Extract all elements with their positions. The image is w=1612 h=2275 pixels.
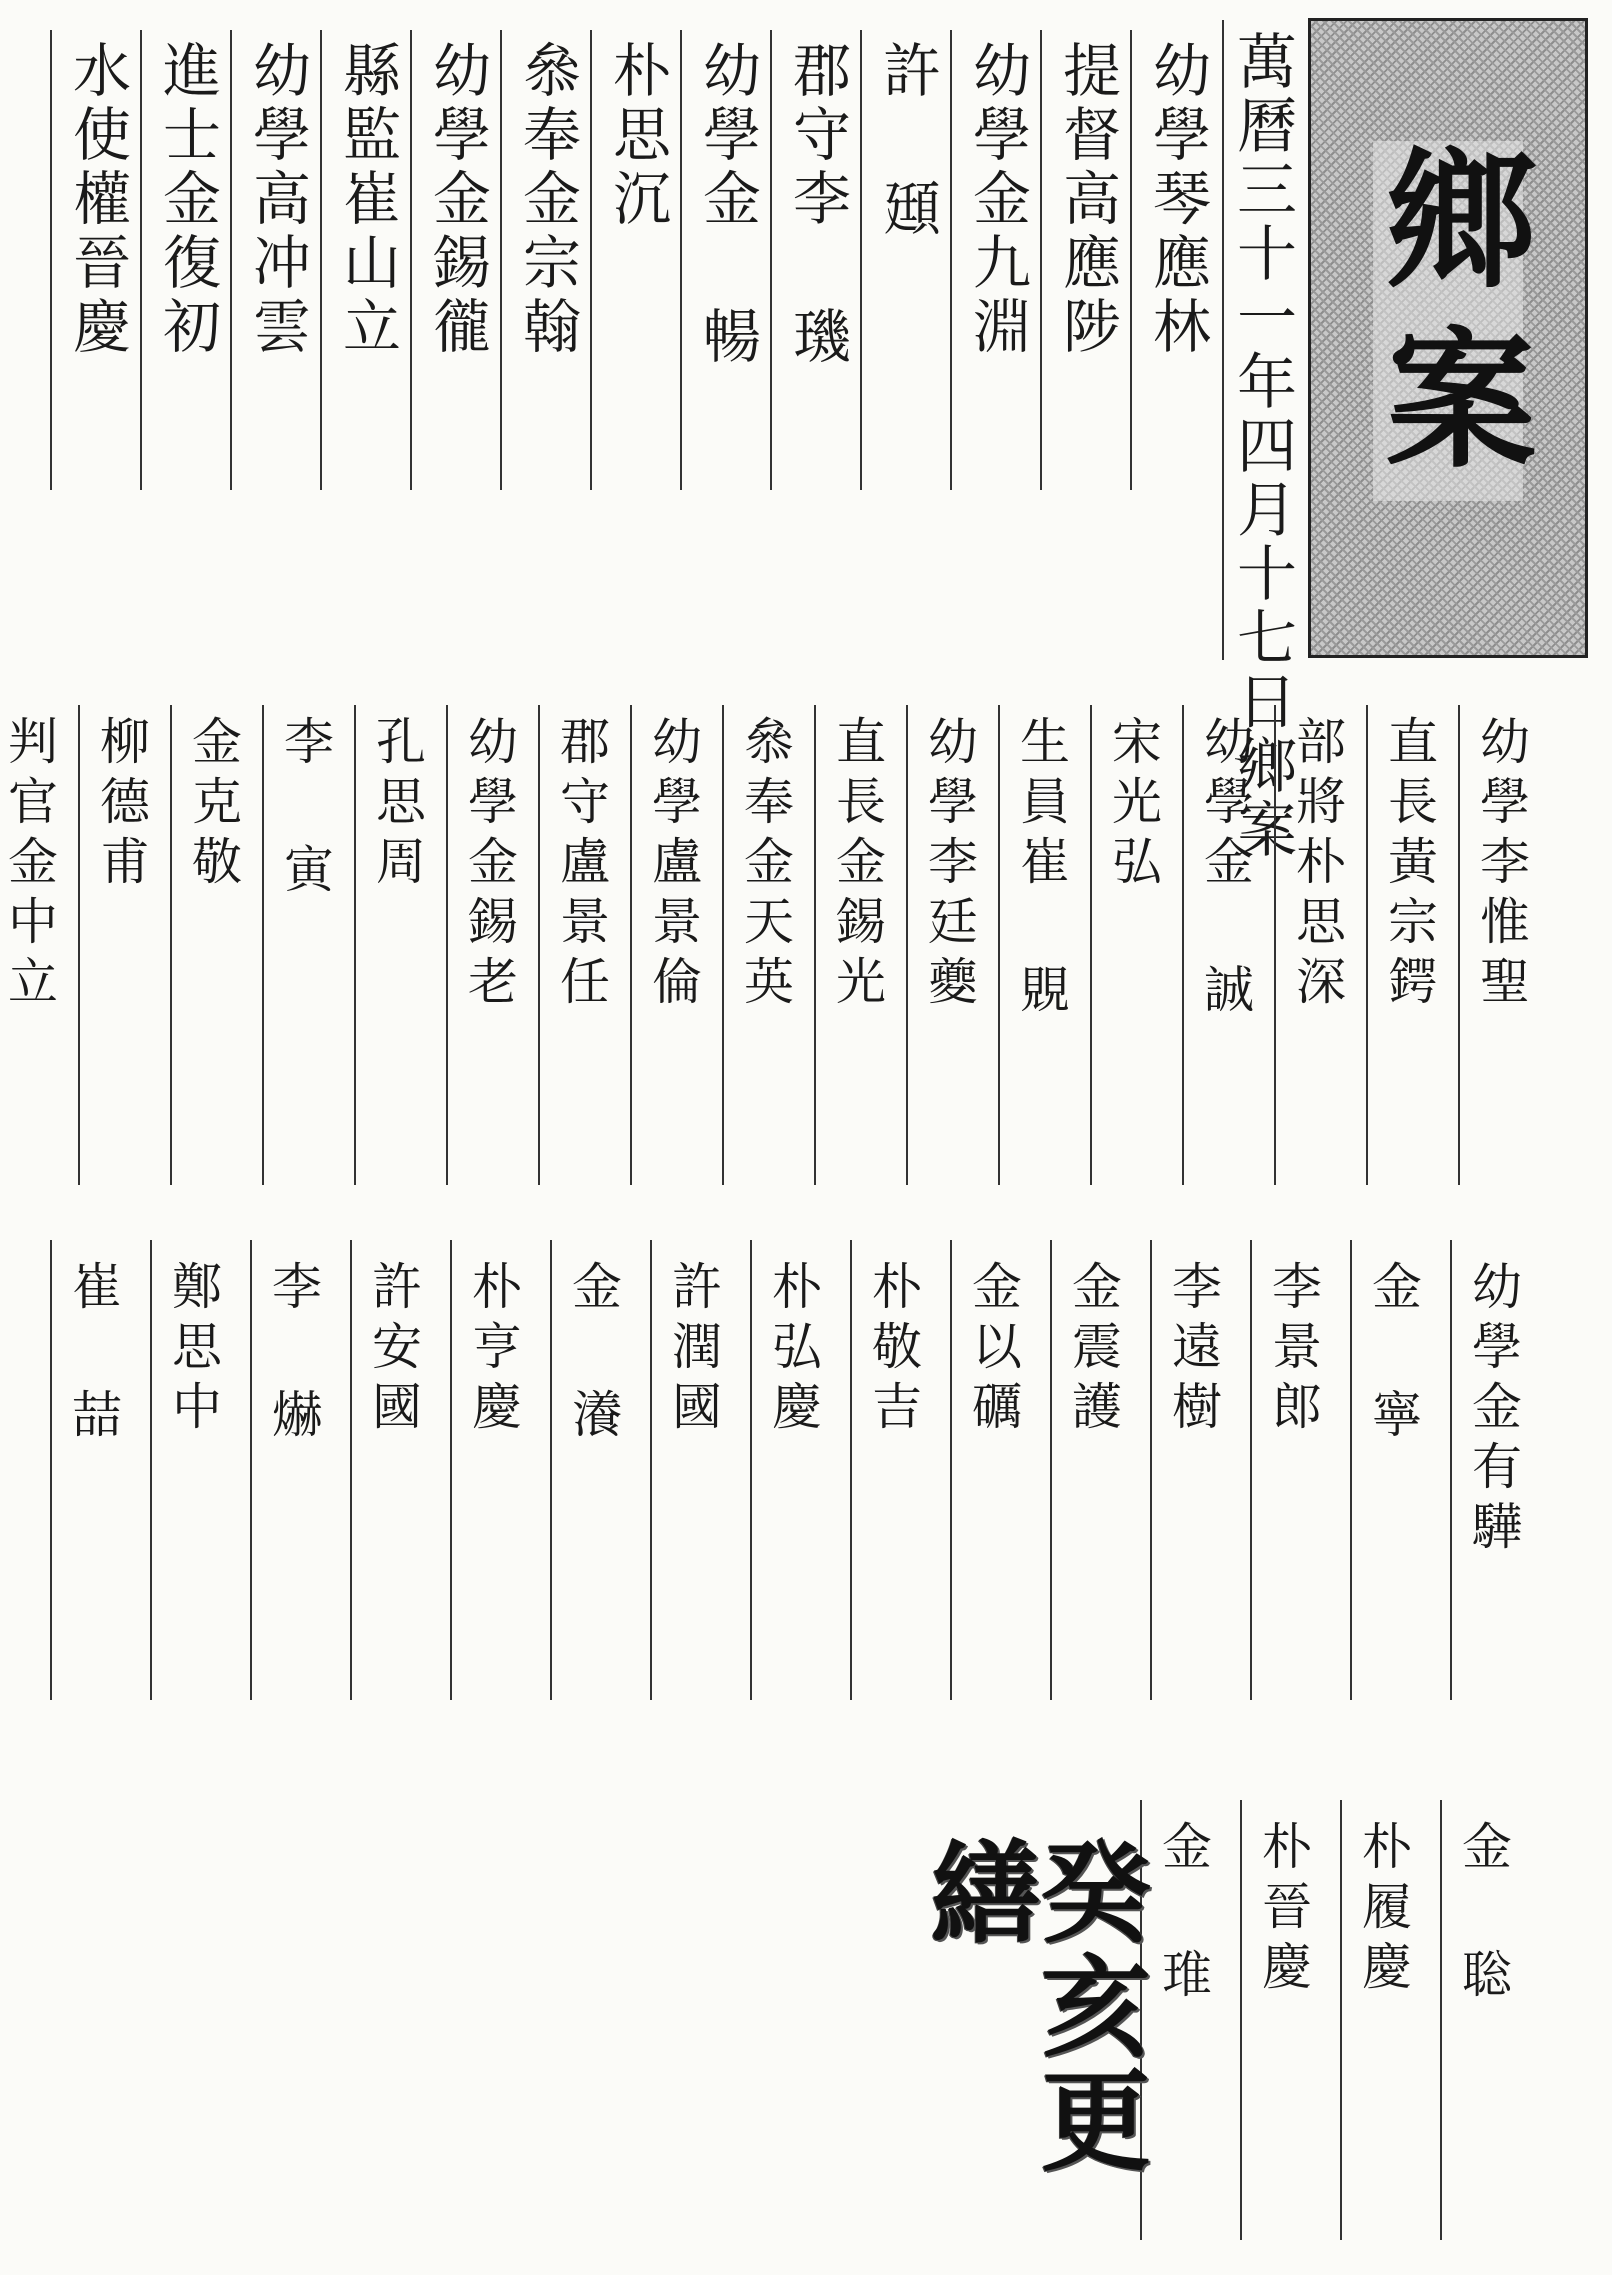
column-divider <box>950 30 952 490</box>
column-divider <box>722 705 724 1185</box>
name-column: 金 琟 <box>1154 1820 1212 2008</box>
column-divider <box>1090 705 1092 1185</box>
name-column: 朴思沉 <box>603 40 671 232</box>
name-column: 縣監崔山立 <box>333 40 401 360</box>
name-column: 朴亨慶 <box>464 1260 522 1440</box>
column-divider <box>1130 30 1132 490</box>
name-column: 金 寧 <box>1364 1260 1422 1448</box>
name-column: 幼學金 誠 <box>1196 715 1254 1023</box>
column-divider <box>1040 30 1042 490</box>
column-divider <box>446 705 448 1185</box>
name-column: 叅奉金宗翰 <box>513 40 581 360</box>
name-column: 朴弘慶 <box>764 1260 822 1440</box>
name-column: 判官金中立 <box>0 715 58 1015</box>
column-divider <box>1458 705 1460 1185</box>
column-divider <box>354 705 356 1185</box>
name-column: 許安國 <box>364 1260 422 1440</box>
column-divider <box>1350 1240 1352 1700</box>
name-column: 幼學李廷夔 <box>920 715 978 1015</box>
name-column: 郡守盧景任 <box>552 715 610 1015</box>
column-divider <box>1440 1800 1442 2240</box>
name-column: 叅奉金天英 <box>736 715 794 1015</box>
name-column: 李遠樹 <box>1164 1260 1222 1440</box>
name-column: 許潤國 <box>664 1260 722 1440</box>
column-divider <box>590 30 592 490</box>
name-column: 李景郎 <box>1264 1260 1322 1440</box>
column-divider <box>538 705 540 1185</box>
column-divider <box>230 30 232 490</box>
name-column: 幼學金有驊 <box>1464 1260 1522 1560</box>
column-divider <box>650 1240 652 1700</box>
column-divider <box>814 705 816 1185</box>
column-divider <box>50 1240 52 1700</box>
name-column: 李 寅 <box>276 715 334 903</box>
name-column: 幼學高冲雲 <box>243 40 311 360</box>
name-column: 崔 喆 <box>64 1260 122 1448</box>
name-column: 直長金錫光 <box>828 715 886 1015</box>
name-column: 李 爀 <box>264 1260 322 1448</box>
name-column: 幼學盧景倫 <box>644 715 702 1015</box>
name-column: 金以礪 <box>964 1260 1022 1440</box>
column-divider <box>1274 705 1276 1185</box>
column-divider <box>140 30 142 490</box>
column-divider <box>950 1240 952 1700</box>
column-divider <box>860 30 862 490</box>
column-divider <box>1222 20 1224 660</box>
name-column: 朴履慶 <box>1354 1820 1412 2000</box>
name-column: 鄭思中 <box>164 1260 222 1440</box>
column-divider <box>1450 1240 1452 1700</box>
name-column: 幼學李惟聖 <box>1472 715 1530 1015</box>
name-column: 幼學金錫老 <box>460 715 518 1015</box>
column-divider <box>1182 705 1184 1185</box>
name-column: 金克敬 <box>184 715 242 895</box>
column-divider <box>320 30 322 490</box>
column-divider <box>750 1240 752 1700</box>
name-column: 金 瀁 <box>564 1260 622 1448</box>
name-column: 提督高應陟 <box>1053 40 1121 360</box>
name-column: 部將朴思深 <box>1288 715 1346 1015</box>
name-column: 郡守李 璣 <box>783 40 851 370</box>
column-divider <box>1340 1800 1342 2240</box>
name-column: 幼學金 暢 <box>693 40 761 370</box>
column-divider <box>680 30 682 490</box>
date-line: 萬曆三十一年四月十七日鄉案 <box>1227 30 1297 862</box>
roster-block-4 <box>1120 1800 1580 2240</box>
column-divider <box>770 30 772 490</box>
column-divider <box>998 705 1000 1185</box>
name-column: 生員崔 覞 <box>1012 715 1070 1023</box>
name-column: 朴晉慶 <box>1254 1820 1312 2000</box>
column-divider <box>250 1240 252 1700</box>
name-column: 柳德甫 <box>92 715 150 895</box>
column-divider <box>906 705 908 1185</box>
name-column: 幼學琴應林 <box>1143 40 1211 360</box>
name-column: 宋光弘 <box>1104 715 1162 895</box>
column-divider <box>850 1240 852 1700</box>
column-divider <box>550 1240 552 1700</box>
name-column: 許 頲 <box>873 40 941 242</box>
name-column: 幼學金錫徿 <box>423 40 491 360</box>
column-divider <box>262 705 264 1185</box>
recopy-seal: 癸亥更繕 <box>913 1835 1152 2177</box>
column-divider <box>150 1240 152 1700</box>
name-column: 孔思周 <box>368 715 426 895</box>
column-divider <box>630 705 632 1185</box>
name-column: 水使權晉慶 <box>63 40 131 360</box>
roster-block-3 <box>0 1240 1580 1700</box>
column-divider <box>1050 1240 1052 1700</box>
column-divider <box>50 30 52 490</box>
name-column: 金 聡 <box>1454 1820 1512 2008</box>
name-column: 直長黃宗鍔 <box>1380 715 1438 1015</box>
name-column: 朴敬吉 <box>864 1260 922 1440</box>
column-divider <box>450 1240 452 1700</box>
column-divider <box>1240 1800 1242 2240</box>
document-title: 鄉案 <box>1360 141 1536 501</box>
column-divider <box>78 705 80 1185</box>
column-divider <box>1150 1240 1152 1700</box>
name-column: 金震護 <box>1064 1260 1122 1440</box>
name-column: 幼學金九淵 <box>963 40 1031 360</box>
title-stamp <box>1308 18 1588 658</box>
name-column: 進士金復初 <box>153 40 221 360</box>
column-divider <box>500 30 502 490</box>
column-divider <box>350 1240 352 1700</box>
column-divider <box>170 705 172 1185</box>
column-divider <box>410 30 412 490</box>
roster-block-1 <box>0 30 1220 490</box>
column-divider <box>1366 705 1368 1185</box>
roster-block-2 <box>0 705 1580 1185</box>
column-divider <box>1250 1240 1252 1700</box>
